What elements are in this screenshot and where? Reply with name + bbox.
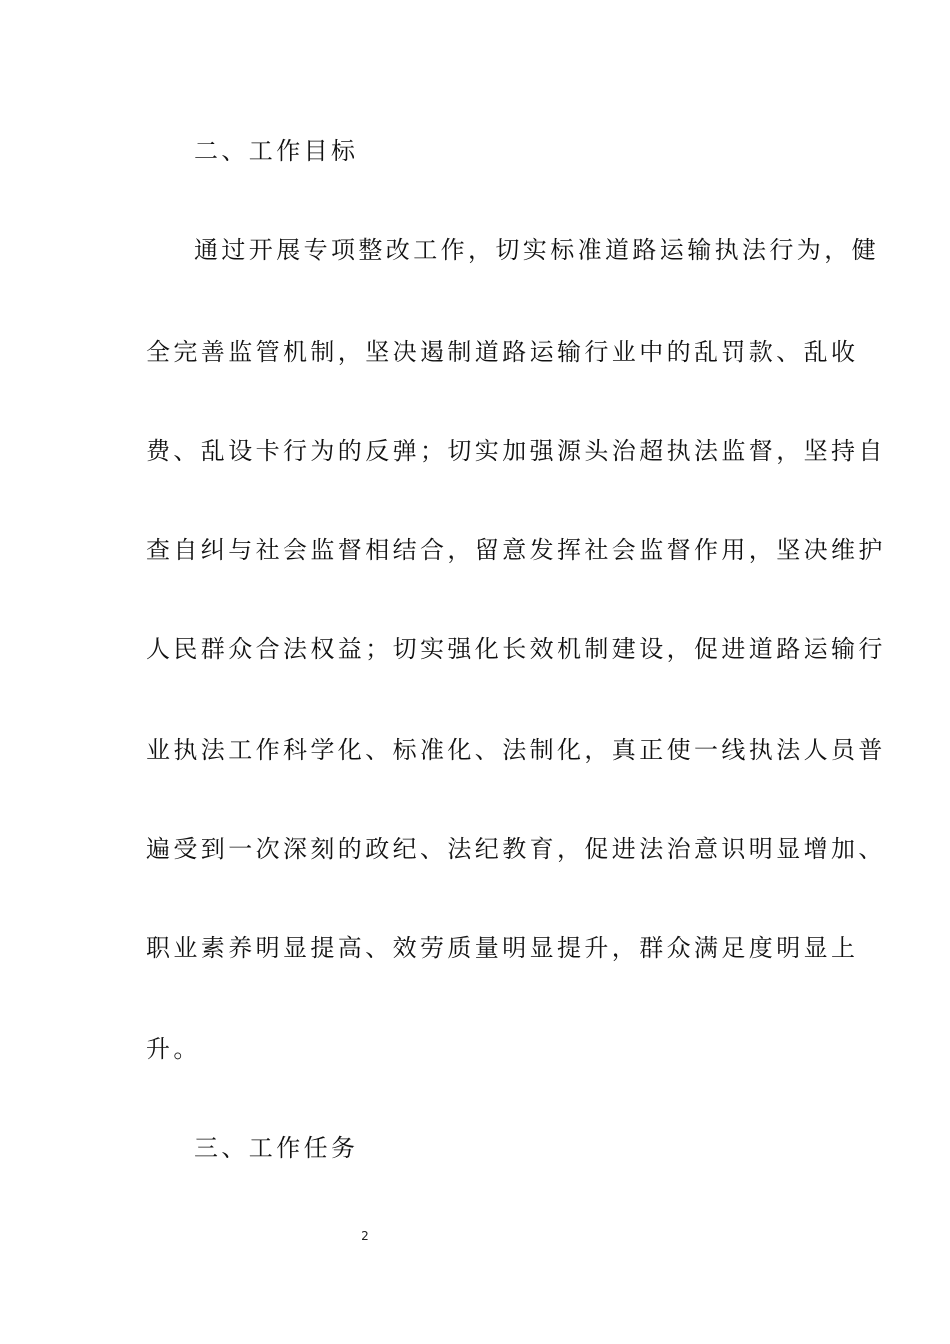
paragraph-line-6: 业执法工作科学化、标准化、法制化，真正使一线执法人员普 bbox=[146, 736, 886, 764]
paragraph-line-3: 费、乱设卡行为的反弹；切实加强源头治超执法监督，坚持自 bbox=[146, 437, 886, 465]
section-heading-tasks: 三、工作任务 bbox=[194, 1134, 359, 1162]
paragraph-line-9: 升。 bbox=[146, 1035, 201, 1063]
section-heading-goals: 二、工作目标 bbox=[194, 137, 359, 165]
paragraph-line-2: 全完善监管机制，坚决遏制道路运输行业中的乱罚款、乱收 bbox=[146, 338, 859, 366]
paragraph-line-4: 查自纠与社会监督相结合，留意发挥社会监督作用，坚决维护 bbox=[146, 536, 886, 564]
paragraph-line-7: 遍受到一次深刻的政纪、法纪教育，促进法治意识明显增加、 bbox=[146, 835, 886, 863]
page-number: 2 bbox=[361, 1229, 369, 1243]
paragraph-line-8: 职业素养明显提高、效劳质量明显提升，群众满足度明显上 bbox=[146, 934, 859, 962]
paragraph-line-5: 人民群众合法权益；切实强化长效机制建设，促进道路运输行 bbox=[146, 635, 886, 663]
paragraph-line-1: 通过开展专项整改工作，切实标准道路运输执法行为，健 bbox=[194, 236, 879, 264]
